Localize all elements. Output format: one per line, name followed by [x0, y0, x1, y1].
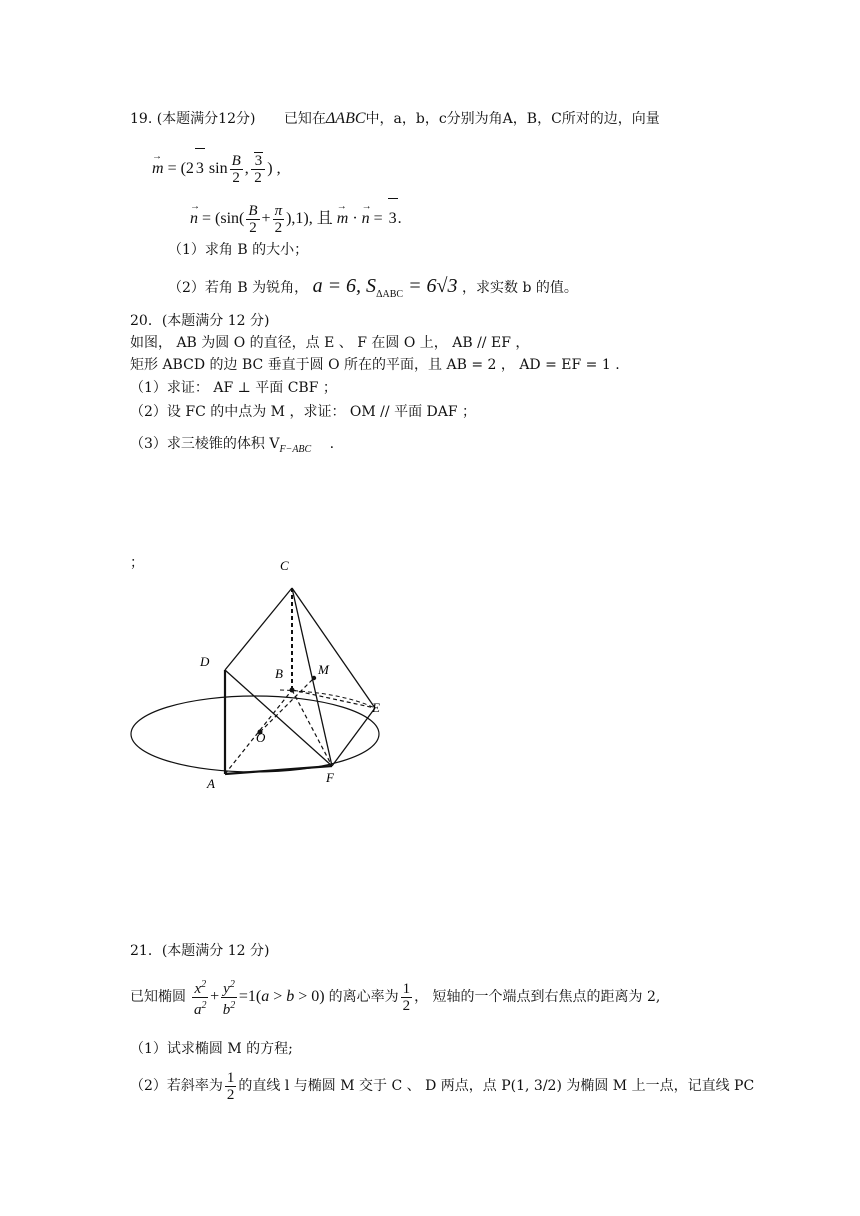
q21-slope: $\frac{1}{2}$ — [226, 1069, 235, 1103]
label-B: B — [275, 666, 283, 681]
edge-CE — [292, 588, 375, 708]
circle-o — [131, 696, 379, 772]
q19-vector-m: → m = (2 3 sin $\frac{B}{2}$ , $\frac{3}{2}$ ) , — [152, 148, 281, 189]
q21-part1: （1）试求椭圆 M 的方程; — [130, 1041, 293, 1057]
q21-eccentricity: $\frac{1}{2}$ — [402, 980, 411, 1014]
edge-CF — [292, 588, 332, 766]
q19-part2-b: ，求实数 b 的值。 — [462, 280, 578, 296]
label-C: C — [280, 558, 289, 573]
q19-header: 19. (本题满分12分) — [130, 111, 256, 127]
q21-line1-a: 已知椭圆 — [130, 989, 186, 1006]
q19-part1: （1）求角 B 的大小； — [168, 242, 309, 258]
edge-DF — [225, 670, 332, 766]
stray-semicolon: ； — [130, 555, 144, 571]
vector-m-symbol: → m — [152, 149, 164, 189]
label-E: E — [372, 700, 380, 715]
q19-intro: 已知在 — [283, 111, 326, 127]
q19-triangle: ΔABC — [325, 110, 366, 127]
q20-line2: 矩形 ABCD 的边 BC 垂直于圆 O 所在的平面，且 AB = 2 ， AD = EF = 1 . — [130, 357, 620, 373]
edge-AF — [225, 766, 332, 774]
q19-vector-n: → n = (sin( $\frac{B}{2}$ + $\frac{\pi}{2}$ ),1), 且 → m · → n = 3. — [190, 198, 402, 239]
edge-BF — [292, 690, 332, 766]
q19-header-line — [130, 109, 660, 129]
geometry-figure — [120, 550, 410, 800]
q19-part2-line — [168, 276, 578, 305]
q21-line1-c: ， 短轴的一个端点到右焦点的距离为 2, — [414, 989, 661, 1006]
q20-part3-sub: F−ABC — [279, 443, 312, 455]
q20-part3-end: . — [325, 436, 335, 452]
q21-ellipse-equation: $\frac{x^2}{a^2}$ + $\frac{y^2}{b^2}$ =1(a > b > 0) — [194, 979, 329, 1018]
q19-part2-a: （2）若角 B 为锐角， — [168, 280, 309, 296]
label-O: O — [256, 730, 266, 745]
edge-DC — [225, 588, 292, 670]
q21-header: 21．(本题满分 12 分) — [130, 943, 270, 959]
label-F: F — [326, 770, 334, 785]
label-A: A — [207, 776, 215, 791]
q19-intro2: 中，a，b，c分别为角A，B，C所对的边，向量 — [365, 111, 660, 127]
q21-part2-line — [130, 1066, 754, 1106]
q20-part3-line — [130, 434, 334, 460]
q21-line1 — [130, 977, 660, 1018]
label-M: M — [318, 662, 329, 677]
q21-line1-b: 的离心率为 — [328, 989, 399, 1006]
q20-part1: （1）求证： AF ⊥ 平面 CBF ； — [130, 380, 337, 396]
q20-header: 20．(本题满分 12 分) — [130, 313, 270, 329]
q20-part3: （3）求三棱锥的体积 V — [130, 436, 280, 452]
vector-n-symbol: → n — [190, 199, 198, 239]
label-D: D — [200, 654, 210, 669]
edge-OM — [260, 678, 314, 732]
point-M — [312, 676, 316, 680]
point-B — [290, 688, 295, 693]
q20-part2: （2）设 FC 的中点为 M ，求证： OM // 平面 DAF ； — [130, 404, 477, 420]
q19-part2-math: a = 6, $S_{\Delta ABC} = 6√3$ — [312, 275, 458, 300]
q21-part2-b: 的直线 l 与椭圆 M 交于 C 、 D 两点，点 P(1, 3/2) 为椭圆 M 上一点，记直线 PC — [238, 1078, 755, 1094]
q20-line1: 如图， AB 为圆 O 的直径，点 E 、 F 在圆 O 上， AB // EF ， — [130, 335, 530, 351]
q21-part2-a: （2）若斜率为 — [130, 1078, 223, 1094]
